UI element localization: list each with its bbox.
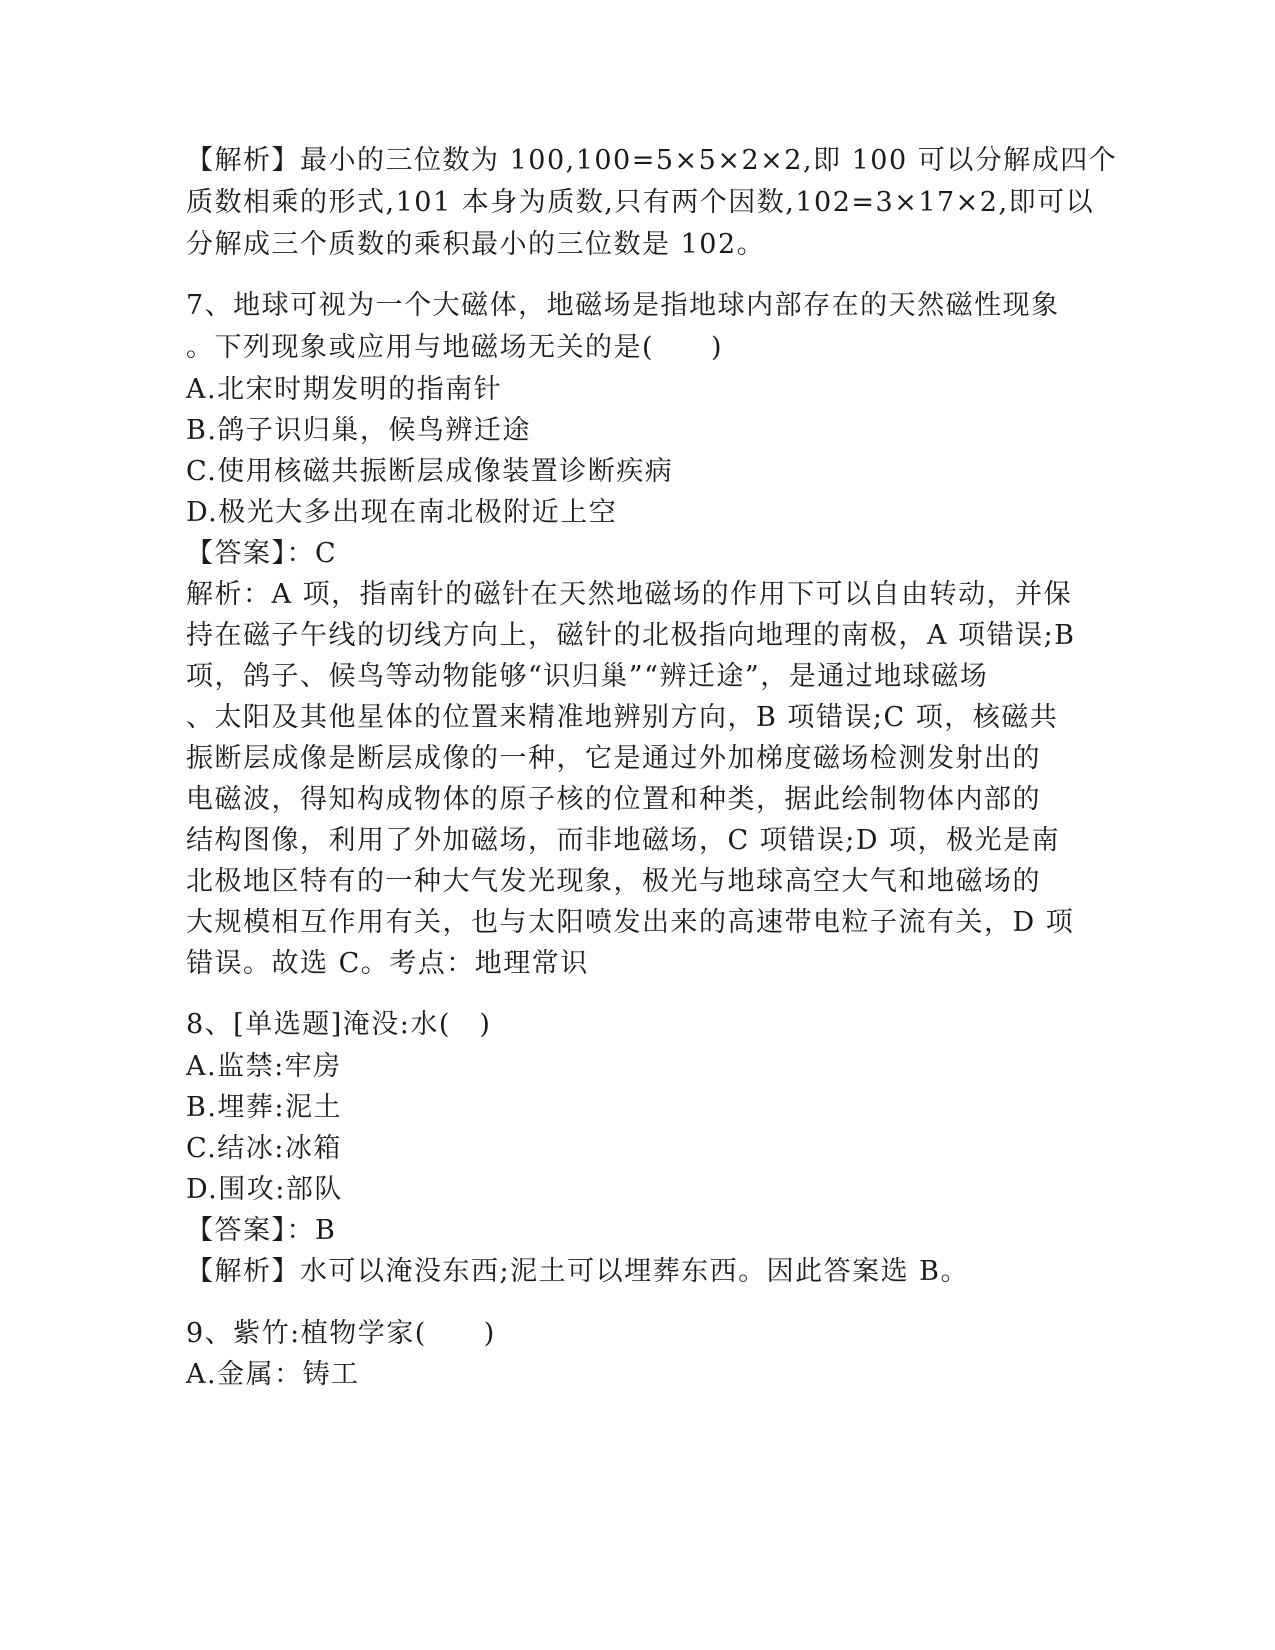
q8-option-a: A.监禁:牢房	[186, 1051, 342, 1082]
q7-option-a: A.北宋时期发明的指南针	[186, 374, 503, 405]
q7-analysis-line-4: 、太阳及其他星体的位置来精准地辨别方向，B 项错误;C 项，核磁共	[186, 702, 1059, 733]
q9-option-a: A.金属：铸工	[186, 1359, 360, 1390]
q6-analysis-line-3: 分解成三个质数的乘积最小的三位数是 102。	[186, 229, 766, 260]
q7-analysis-line-9: 大规模相互作用有关，也与太阳喷发出来的高速带电粒子流有关，D 项	[186, 907, 1075, 938]
q7-option-b: B.鸽子识归巢，候鸟辨迁途	[186, 415, 531, 446]
q8-option-d: D.围攻:部队	[186, 1174, 343, 1205]
q7-answer: 【答案】：C	[186, 538, 338, 569]
q7-analysis-line-5: 振断层成像是断层成像的一种，它是通过外加梯度磁场检测发射出的	[186, 743, 1041, 774]
q6-analysis-line-1: 【解析】最小的三位数为 100,100=5×5×2×2,即 100 可以分解成四个	[186, 145, 1118, 176]
q7-analysis-line-8: 北极地区特有的一种大气发光现象，极光与地球高空大气和地磁场的	[186, 866, 1041, 897]
q7-analysis-line-10: 错误。故选 C。考点：地理常识	[186, 948, 589, 979]
q7-analysis-line-7: 结构图像，利用了外加磁场，而非地磁场，C 项错误;D 项，极光是南	[186, 825, 1061, 856]
q7-analysis-line-2: 持在磁子午线的切线方向上，磁针的北极指向地理的南极，A 项错误;B	[186, 620, 1076, 651]
q8-analysis: 【解析】水可以淹没东西;泥土可以埋葬东西。因此答案选 B。	[186, 1256, 970, 1287]
q7-option-d: D.极光大多出现在南北极附近上空	[186, 497, 618, 528]
q8-answer: 【答案】：B	[186, 1215, 337, 1246]
q6-analysis-line-2: 质数相乘的形式,101 本身为质数,只有两个因数,102=3×17×2,即可以	[186, 187, 1095, 218]
q7-stem-line-2: 。下列现象或应用与地磁场无关的是( )	[186, 332, 724, 363]
q7-stem-line-1: 7、地球可视为一个大磁体，地磁场是指地球内部存在的天然磁性现象	[186, 290, 1060, 321]
q7-analysis-line-3: 项，鸽子、候鸟等动物能够“识归巢”“辨迁途”，是通过地球磁场	[186, 661, 989, 692]
q7-option-c: C.使用核磁共振断层成像装置诊断疾病	[186, 456, 674, 487]
q8-option-c: C.结冰:冰箱	[186, 1133, 342, 1164]
q9-stem: 9、紫竹:植物学家( )	[186, 1318, 496, 1349]
q8-option-b: B.埋葬:泥土	[186, 1092, 343, 1123]
q7-analysis-line-6: 电磁波，得知构成物体的原子核的位置和种类，据此绘制物体内部的	[186, 784, 1041, 815]
q8-stem: 8、[单选题]淹没:水( )	[186, 1009, 492, 1040]
q7-analysis-line-1: 解析：A 项，指南针的磁针在天然地磁场的作用下可以自由转动，并保	[186, 579, 1073, 610]
